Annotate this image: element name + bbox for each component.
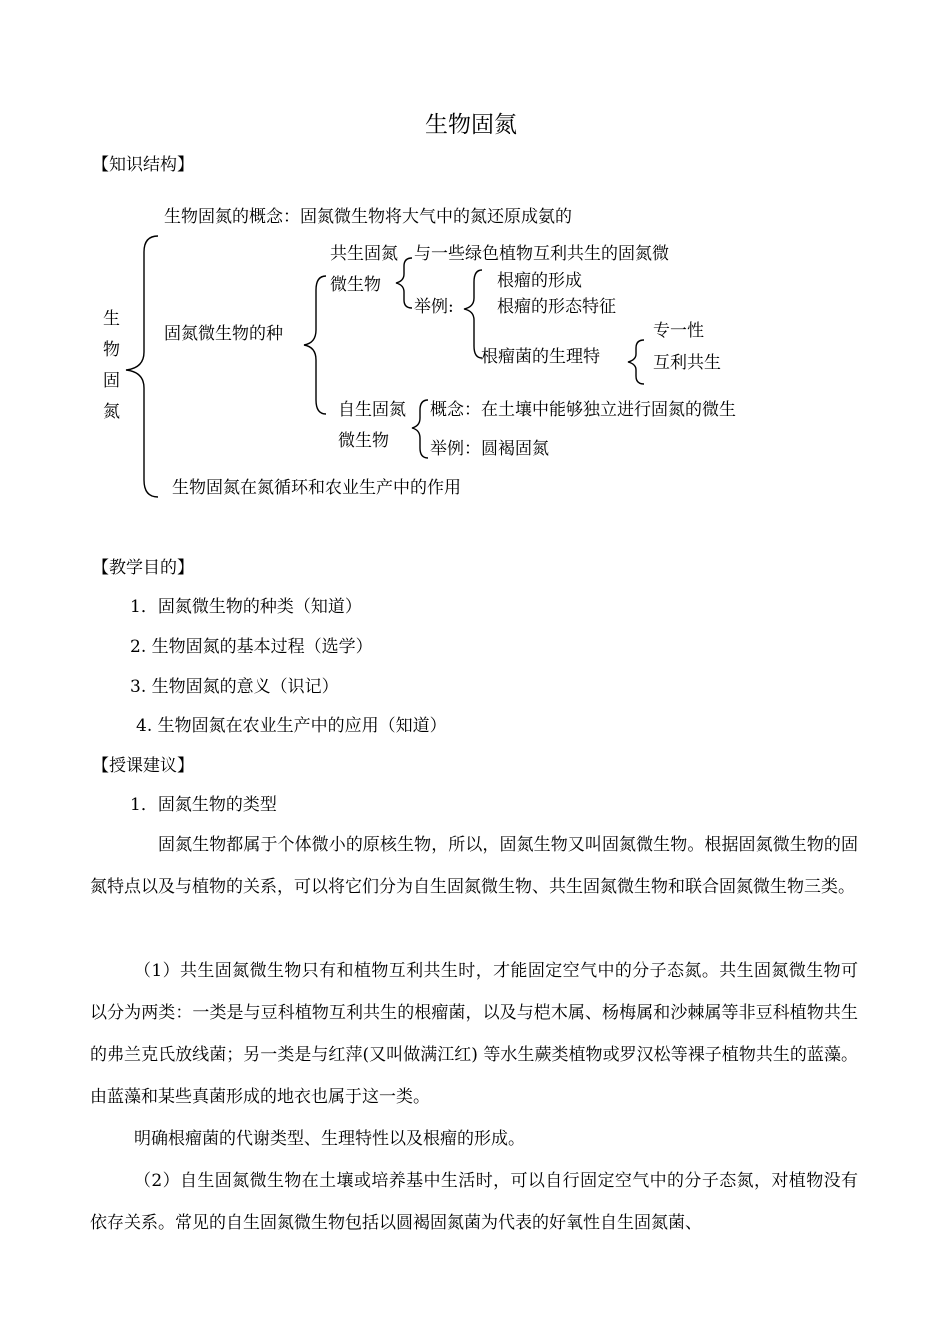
tree-example-label: 举例:	[414, 297, 454, 317]
body-paragraph: 明确根瘤菌的代谢类型、生理特性以及根瘤的形成。	[134, 1129, 525, 1149]
tree-nodule-formation: 根瘤的形成	[497, 271, 582, 291]
tree-free-line1: 自生固氮	[338, 400, 406, 420]
page-title: 生物固氮	[425, 112, 517, 138]
tree-symbiotic-line1: 共生固氮	[330, 244, 398, 264]
tree-free-line2: 微生物	[338, 431, 389, 451]
tree-root-char: 氮	[103, 402, 120, 422]
tree-symbiotic-line2: 微生物	[330, 275, 381, 295]
tree-root-char: 生	[103, 309, 120, 329]
body-paragraph: （2）自生固氮微生物在土壤或培养基中生活时，可以自行固定空气中的分子态氮，对植物没有依存关系。常见的自生固氮微生物包括以圆褐固氮菌为代表的好氧性自生固氮菌、	[90, 1171, 858, 1233]
goal-item: 1．固氮微生物的种类（知道）	[130, 597, 362, 617]
tree-free-example: 举例：圆褐固氮	[430, 439, 549, 459]
tree-nodule-features: 根瘤的形态特征	[497, 297, 616, 317]
section-heading-advice: 【授课建议】	[92, 756, 194, 776]
body-paragraph: （1）共生固氮微生物只有和植物互利共生时，才能固定空气中的分子态氮。共生固氮微生物可以分为两类：一类是与豆科植物互利共生的根瘤菌，以及与桤木属、杨梅属和沙棘属等非豆科植物共生的弗兰克氏放线菌；另一类是与红萍(又叫做满江红) 等水生蕨类植物或罗汉松等裸子植物共生的蓝藻。由蓝藻和某些真菌形成的地衣也属于这一类。	[90, 961, 858, 1107]
goal-item: 3. 生物固氮的意义（识记）	[130, 677, 339, 697]
goal-item: 4. 生物固氮在农业生产中的应用（知道）	[136, 716, 447, 736]
tree-trait-specific: 专一性	[653, 321, 704, 341]
brace-example	[464, 270, 482, 358]
brace-kinds	[304, 276, 326, 414]
goal-item: 2. 生物固氮的基本过程（选学）	[130, 637, 373, 657]
tree-root-char: 固	[103, 371, 120, 391]
tree-free-concept: 概念：在土壤中能够独立进行固氮的微生	[430, 400, 736, 420]
brace-traits	[628, 340, 644, 384]
advice-subheading: 1．固氮生物的类型	[130, 795, 277, 815]
tree-trait-mutual: 互利共生	[653, 353, 721, 373]
tree-concept: 生物固氮的概念：固氮微生物将大气中的氮还原成氨的	[164, 207, 572, 227]
brace-root	[126, 236, 158, 497]
body-paragraph: 固氮生物都属于个体微小的原核生物，所以，固氮生物又叫固氮微生物。根据固氮微生物的固氮特点以及与植物的关系，可以将它们分为自生固氮微生物、共生固氮微生物和联合固氮微生物三类。	[90, 835, 858, 897]
brace-symbiotic	[396, 258, 412, 308]
brace-free	[412, 400, 428, 458]
section-heading-goals: 【教学目的】	[92, 558, 194, 578]
tree-brackets	[0, 0, 950, 560]
tree-symbiotic-definition: 与一些绿色植物互利共生的固氮微	[414, 244, 669, 264]
section-heading-knowledge: 【知识结构】	[92, 155, 194, 175]
tree-bacteria-traits: 根瘤菌的生理特	[481, 347, 600, 367]
tree-role: 生物固氮在氮循环和农业生产中的作用	[172, 478, 461, 498]
tree-root-char: 物	[103, 340, 120, 360]
tree-kinds: 固氮微生物的种	[164, 324, 283, 344]
